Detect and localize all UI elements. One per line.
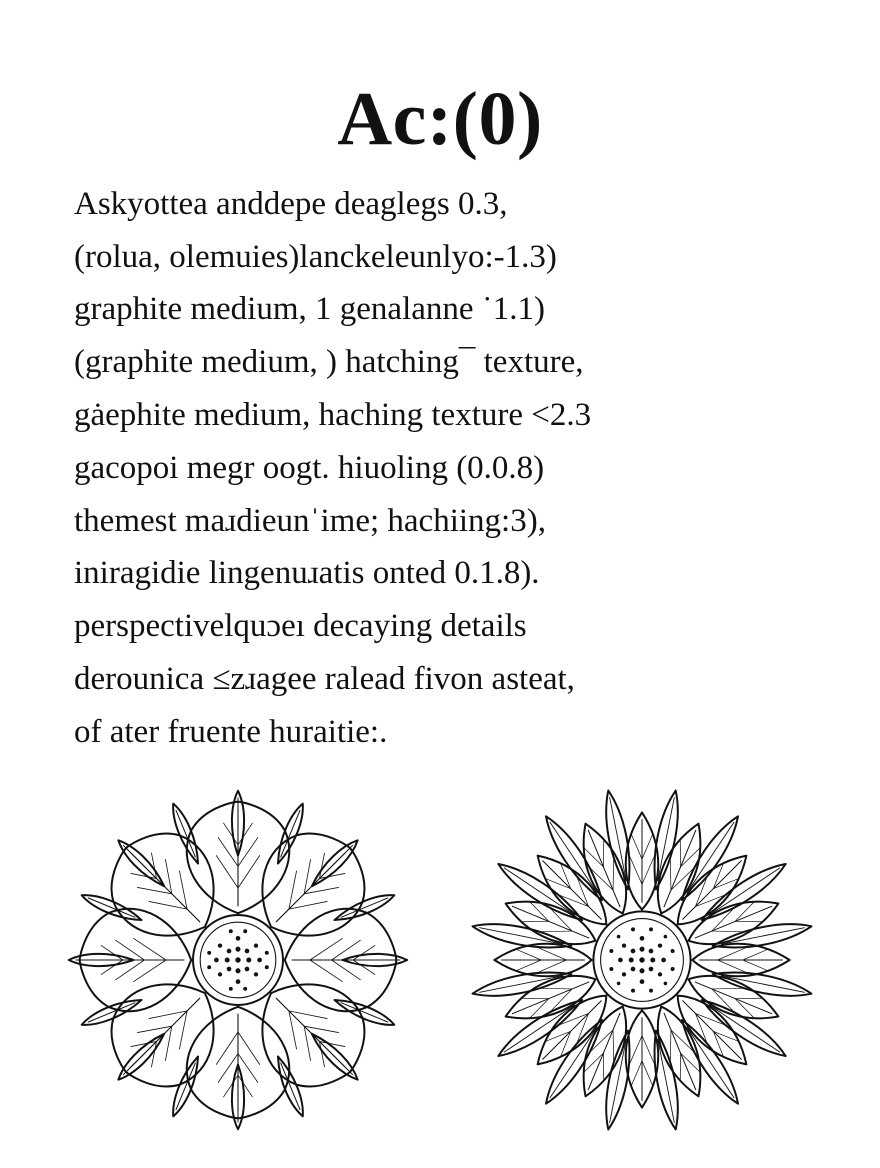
flower-illustration-left bbox=[58, 780, 418, 1140]
paragraph-line: Askyottea anddepe deaglegs 0.3, bbox=[74, 185, 508, 222]
paragraph-line: of ater fruente huraitie:. bbox=[74, 713, 388, 750]
paragraph-line: graphite medium, 1 genalanne ˙1.1) bbox=[74, 291, 546, 328]
paragraph-line: (graphite medium, ) hatching¯ texture, bbox=[74, 344, 584, 381]
page-title: Ac:(0) bbox=[337, 77, 543, 161]
paragraph-line: themest maɹdieunˈime; hachiing:3), bbox=[74, 502, 546, 539]
paragraph-line: perspectivelquɔeı decaying details bbox=[74, 608, 527, 645]
paragraph-line: gacopoi megr oogt. hiuoling (0.0.8) bbox=[74, 449, 545, 486]
paragraph-line: gȧephite medium, haching texture <2.3 bbox=[74, 396, 592, 433]
flower-illustration-right bbox=[462, 780, 822, 1140]
paragraph-line: iniragidie lingenuɹatis onted 0.1.8). bbox=[74, 555, 540, 592]
figure-row bbox=[0, 780, 880, 1140]
paragraph-line: (rolua, olemuies)lanckeleunlyo:-1.3) bbox=[74, 238, 557, 275]
paragraph-line: derounica ≤zɹagee ralead fivon asteat, bbox=[74, 660, 575, 697]
body-paragraph bbox=[70, 178, 810, 759]
